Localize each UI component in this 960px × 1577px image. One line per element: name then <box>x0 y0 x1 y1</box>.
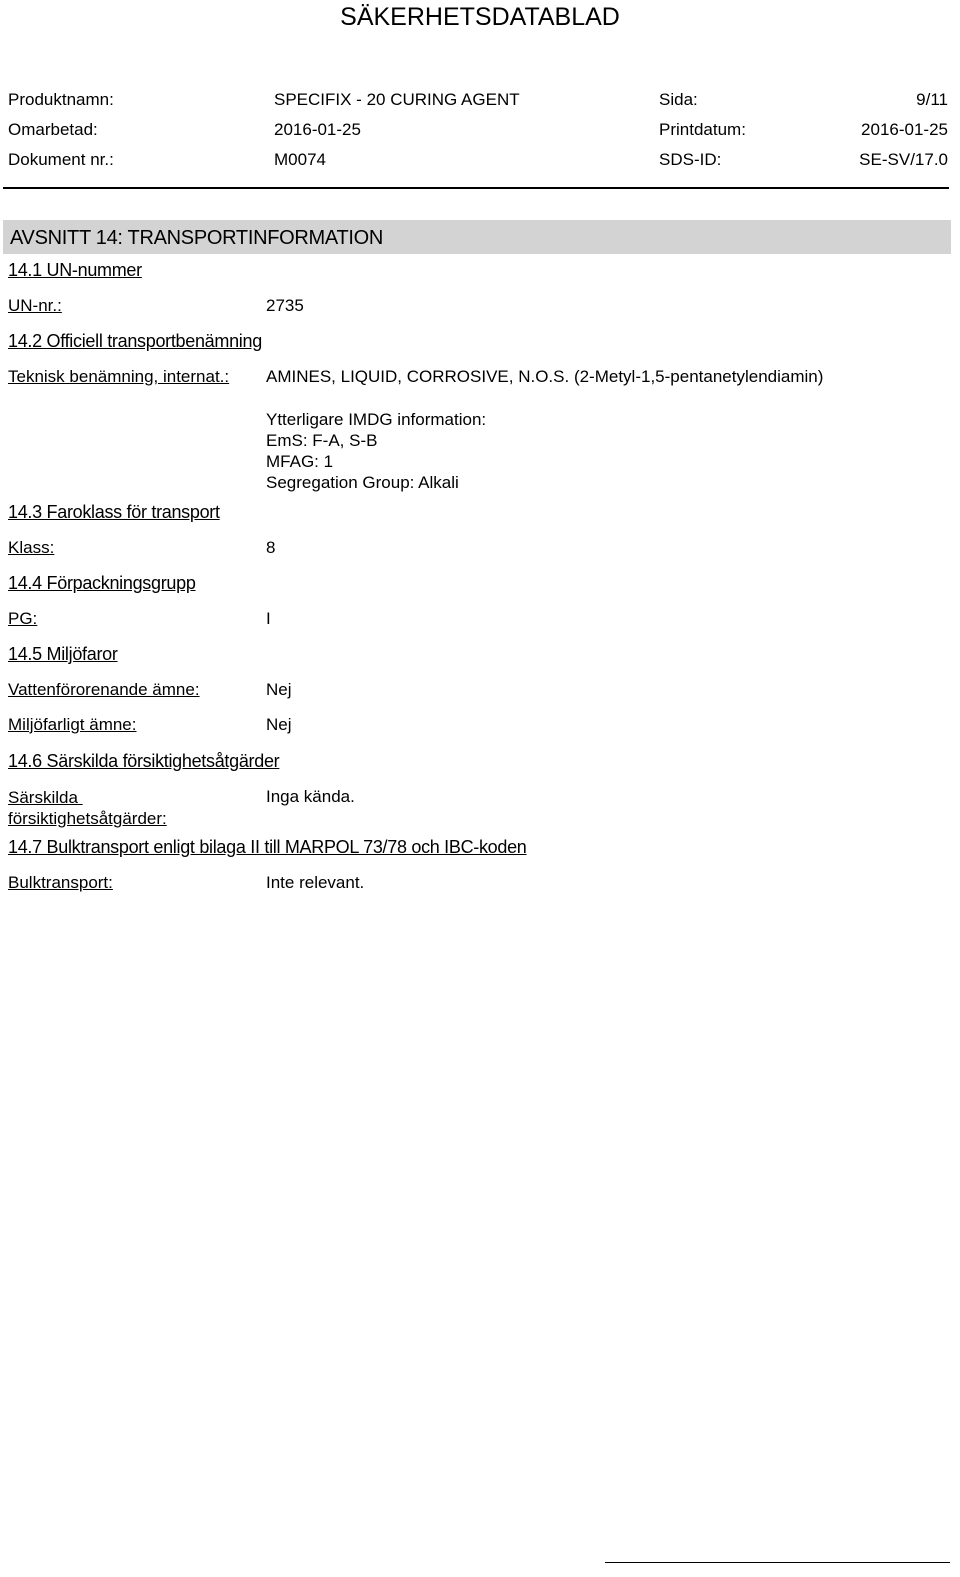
env-hazard-label: Miljöfarligt ämne: <box>8 715 137 734</box>
technical-name-label: Teknisk benämning, internat.: <box>8 367 230 386</box>
product-value: SPECIFIX - 20 CURING AGENT <box>274 90 520 109</box>
section-title: AVSNITT 14: TRANSPORTINFORMATION <box>10 227 384 249</box>
footer-divider <box>605 1562 950 1563</box>
docno-label: Dokument nr.: <box>8 150 114 169</box>
technical-name-value: AMINES, LIQUID, CORROSIVE, N.O.S. (2-Metyl-1,5-pentanetylendiamin) <box>266 367 824 386</box>
page-value: 9/11 <box>916 90 948 109</box>
water-pollutant-label: Vattenförorenande ämne: <box>8 680 200 699</box>
imdg-info <box>266 409 866 493</box>
sdsid-value: SE-SV/17.0 <box>859 150 948 169</box>
class-label: Klass: <box>8 538 55 557</box>
heading-14-3: 14.3 Faroklass för transport <box>8 502 220 522</box>
bulk-transport-label: Bulktransport: <box>8 873 113 892</box>
special-precautions-value: Inga kända. <box>266 787 355 806</box>
special-precautions-label-line: försiktighetsåtgärder: <box>8 809 167 828</box>
sdsid-label: SDS-ID: <box>659 150 722 169</box>
page-label: Sida: <box>659 90 698 109</box>
env-hazard-value: Nej <box>266 715 292 734</box>
imdg-line: Ytterligare IMDG information: <box>266 410 487 429</box>
un-number-value: 2735 <box>266 296 304 315</box>
printdate-value: 2016-01-25 <box>861 120 948 139</box>
pg-value: I <box>266 609 271 628</box>
product-label: Produktnamn: <box>8 90 114 109</box>
section-header <box>3 220 951 254</box>
heading-14-4: 14.4 Förpackningsgrupp <box>8 573 196 593</box>
document-title: SÄKERHETSDATABLAD <box>340 3 620 31</box>
heading-14-5: 14.5 Miljöfaror <box>8 644 118 664</box>
imdg-line: EmS: F-A, S-B <box>266 431 378 450</box>
pg-label: PG: <box>8 609 38 628</box>
imdg-line: MFAG: 1 <box>266 452 334 471</box>
special-precautions-label <box>8 787 167 829</box>
water-pollutant-value: Nej <box>266 680 292 699</box>
revised-value: 2016-01-25 <box>274 120 361 139</box>
heading-14-7: 14.7 Bulktransport enligt bilaga II till MARPOL 73/78 och IBC-koden <box>8 837 527 857</box>
revised-label: Omarbetad: <box>8 120 98 139</box>
class-value: 8 <box>266 538 276 557</box>
heading-14-2: 14.2 Officiell transportbenämning <box>8 331 262 351</box>
special-precautions-label-line: Särskilda <box>8 788 83 807</box>
heading-14-6: 14.6 Särskilda försiktighetsåtgärder <box>8 751 280 771</box>
docno-value: M0074 <box>274 150 326 169</box>
bulk-transport-value: Inte relevant. <box>266 873 365 892</box>
heading-14-1: 14.1 UN-nummer <box>8 260 142 280</box>
imdg-line: Segregation Group: Alkali <box>266 473 459 492</box>
printdate-label: Printdatum: <box>659 120 746 139</box>
un-number-label: UN-nr.: <box>8 296 62 315</box>
header-divider <box>3 187 949 189</box>
